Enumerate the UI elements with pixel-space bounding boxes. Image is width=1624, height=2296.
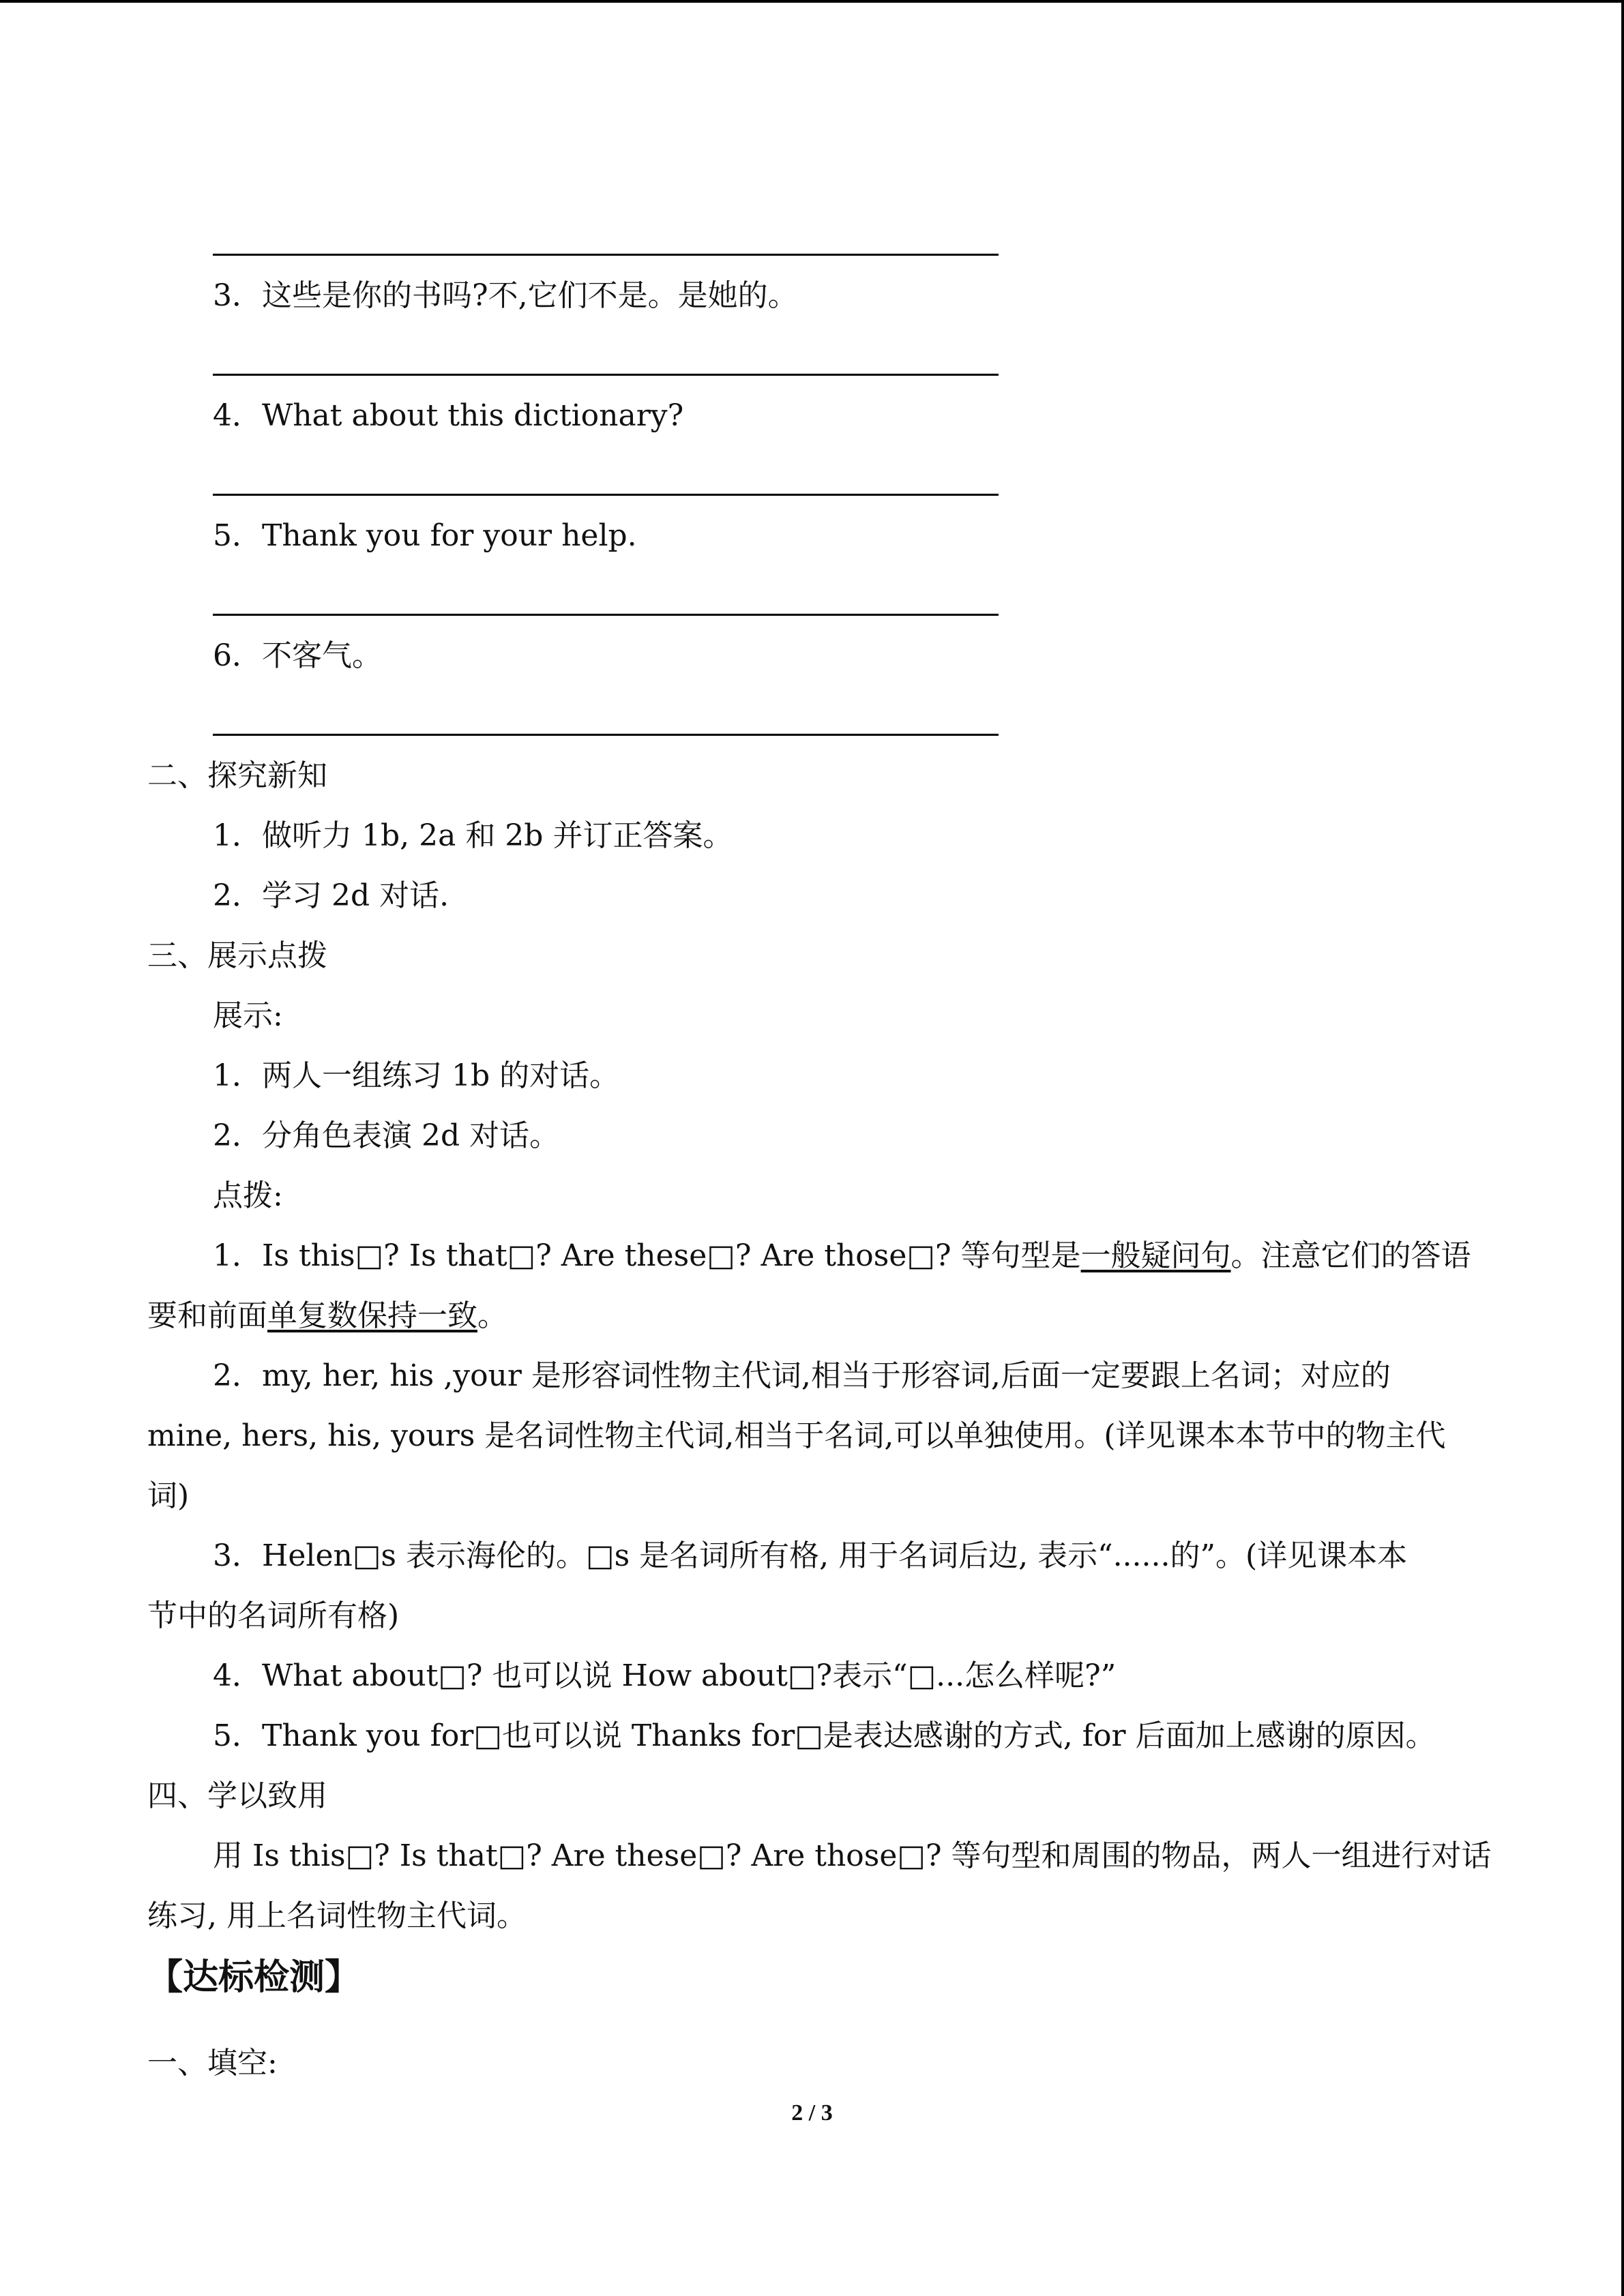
section-4-title: 四、学以致用	[147, 1778, 327, 1813]
section-4-line-2: 练习, 用上名词性物主代词。	[147, 1898, 527, 1933]
section-2-item-1: 1．做听力 1b, 2a 和 2b 并订正答案。	[213, 818, 733, 853]
guide-3-line-1: 3．Helen□s 表示海伦的。□s 是名词所有格, 用于名词后边, 表示“......的”。(详见课本本	[213, 1538, 1408, 1573]
guide-2-line-1: 2．my, her, his ,your 是形容词性物主代词,相当于形容词,后面一定要跟上名词；对应的	[213, 1358, 1391, 1393]
review-item-3: 3．这些是你的书吗?不,它们不是。是她的。	[213, 278, 798, 313]
show-label: 展示:	[213, 998, 283, 1033]
section-4-line-1: 用 Is this□? Is that□? Are these□? Are those□? 等句型和周围的物品，两人一组进行对话	[213, 1838, 1492, 1873]
review-item-5: 5．Thank you for your help.	[213, 518, 637, 553]
section-2-title: 二、探究新知	[147, 758, 327, 793]
section-3-title: 三、展示点拨	[147, 938, 327, 973]
guide-1-line-1	[213, 1236, 1471, 1277]
guide-5: 5．Thank you for□也可以说 Thanks for□是表达感谢的方式, for 后面加上感谢的原因。	[213, 1718, 1436, 1753]
answer-line	[213, 734, 999, 736]
check-heading: 【达标检测】	[147, 1957, 361, 1998]
check-subtitle: 一、填空:	[147, 2046, 278, 2081]
guide-1-text-tail: 。注意它们的答语	[1230, 1238, 1471, 1273]
guide-1-text: 1．Is this□? Is that□? Are these□? Are those□? 等句型是	[213, 1238, 1081, 1273]
guide-1-text-2-tail: 。	[477, 1298, 507, 1333]
guide-1-underlined-2: 单复数保持一致	[267, 1298, 477, 1333]
show-item-2: 2．分角色表演 2d 对话。	[213, 1118, 560, 1153]
guide-label: 点拨:	[213, 1178, 283, 1213]
page-number: 2 / 3	[791, 2100, 833, 2126]
review-item-6: 6．不客气。	[213, 638, 382, 673]
answer-line	[213, 254, 999, 256]
guide-2-line-2: mine, hers, his, yours 是名词性物主代词,相当于名词,可以单独使用。(详见课本本节中的物主代	[147, 1418, 1446, 1453]
guide-1-line-2	[147, 1296, 507, 1337]
answer-line	[213, 374, 999, 376]
guide-3-line-2: 节中的名词所有格)	[147, 1598, 400, 1633]
show-item-1: 1．两人一组练习 1b 的对话。	[213, 1058, 620, 1093]
answer-line	[213, 494, 999, 496]
guide-4: 4．What about□? 也可以说 How about□?表示“□...怎么样呢?”	[213, 1658, 1117, 1693]
section-2-item-2: 2．学习 2d 对话.	[213, 878, 449, 913]
guide-2-line-3: 词)	[147, 1478, 190, 1513]
guide-1-text-2: 要和前面	[147, 1298, 267, 1333]
review-item-4: 4．What about this dictionary?	[213, 398, 684, 433]
answer-line	[213, 614, 999, 616]
guide-1-underlined: 一般疑问句	[1080, 1238, 1231, 1273]
